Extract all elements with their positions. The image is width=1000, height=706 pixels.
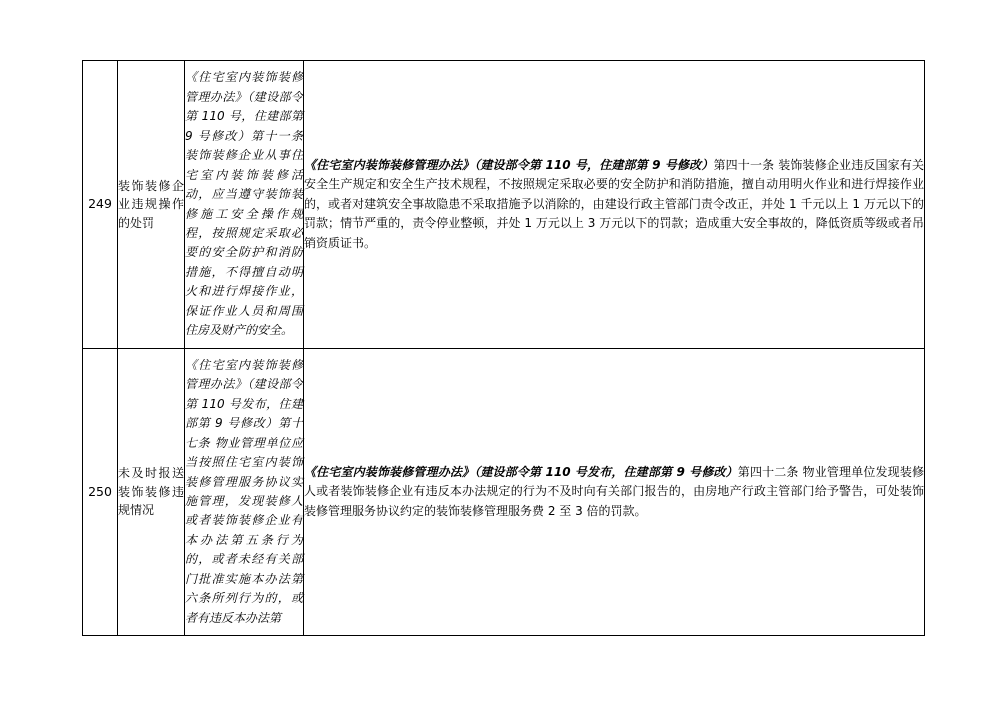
row-item-name-cell: 装饰装修企业违规操作的处罚 [118,61,185,349]
content-body-text: 第四十二条 物业管理单位发现装修人或者装饰装修企业有违反本办法规定的行为不及时向有关部门报告的，由房地产行政主管部门给予警告，可处装饰装修管理服务协议约定的装饰装修管理服务费 2 至 3 倍的罚款。 [304,464,924,518]
table-row [83,349,925,636]
row-content-cell [304,349,925,636]
row-item-name-cell: 未及时报送装饰装修违规情况 [118,349,185,636]
row-legal-basis-cell: 《住宅室内装饰装修管理办法》（建设部令第 110 号，住建部第 9 号修改）第十一条 装饰装修企业从事住宅室内装饰装修活动，应当遵守装饰装修施工安全操作规程，按照规定采取必要的安全防护和消防措施，不得擅自动明火和进行焊接作业，保证作业人员和周围住房及财产的安全。 [185,61,304,349]
content-lead-text: 《住宅室内装饰装修管理办法》（建设部令第 110 号发布，住建部第 9 号修改） [304,464,738,479]
content-lead-text: 《住宅室内装饰装修管理办法》（建设部令第 110 号，住建部第 9 号修改） [304,157,714,172]
row-number-cell: 250 [83,349,118,636]
regulations-table [82,60,925,636]
row-content-cell [304,61,925,349]
row-legal-basis-cell: 《住宅室内装饰装修管理办法》（建设部令第 110 号发布，住建部第 9 号修改）第十七条 物业管理单位应当按照住宅室内装饰装修管理服务协议实施管理，发现装修人或者装饰装修企业有本办法第五条行为的，或者未经有关部门批准实施本办法第六条所列行为的，或者有违反本办法第 [185,349,304,636]
content-body-text: 第四十一条 装饰装修企业违反国家有关安全生产规定和安全生产技术规程，不按照规定采取必要的安全防护和消防措施，擅自动用明火作业和进行焊接作业的，或者对建筑安全事故隐患不采取措施予以消除的，由建设行政主管部门责令改正，并处 1 千元以上 1 万元以下的罚款；情节严重的，责令停业整顿，并处 1 万元以上 3 万元以下的罚款；造成重大安全事故的，降低资质等级或者吊销资质证书。 [304,157,924,250]
row-number-cell: 249 [83,61,118,349]
table-row [83,61,925,349]
